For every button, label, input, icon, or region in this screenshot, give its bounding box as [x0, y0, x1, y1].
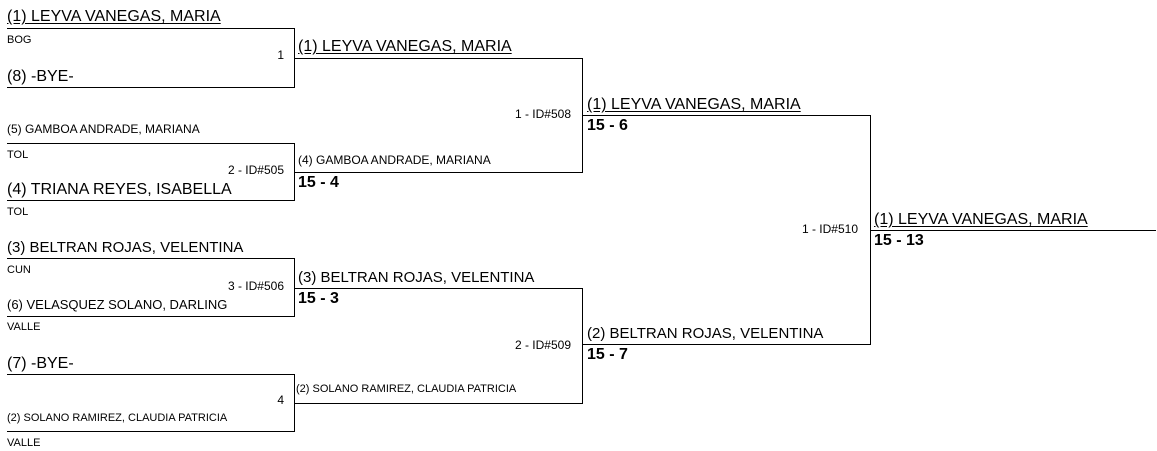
r1-entry-name: (6) VELASQUEZ SOLANO, DARLING: [7, 297, 228, 312]
r1-entry-club: TOL: [7, 149, 29, 161]
r1-entry-line: [7, 316, 294, 317]
champion-name: (1) LEYVA VANEGAS, MARIA: [874, 211, 1088, 228]
r1-entry-line: [7, 87, 294, 88]
r2-winner-name: (1) LEYVA VANEGAS, MARIA: [298, 38, 512, 55]
r2-winner-name: (3) BELTRAN ROJAS, VELENTINA: [298, 269, 535, 286]
r1-entry-club: TOL: [7, 206, 29, 218]
r1-entry-club: CUN: [7, 264, 31, 276]
r1-entry-name: (5) GAMBOA ANDRADE, MARIANA: [7, 122, 200, 136]
r1-entry-line: [7, 143, 294, 144]
r2-score: 15 - 3: [298, 290, 339, 307]
r3-score: 15 - 7: [587, 346, 628, 363]
r2-winner-line: [294, 403, 582, 404]
r1-entry-line: [7, 28, 294, 29]
r1-entry-club: BOG: [7, 34, 32, 46]
r1-entry-line: [7, 374, 294, 375]
r3-bout-label: 1 - ID#510: [801, 222, 858, 236]
r1-bout-label: 2 - ID#505: [227, 163, 284, 177]
r2-winner-line: [294, 58, 582, 59]
r2-winner-line: [294, 172, 582, 173]
r2-winner-name: (4) GAMBOA ANDRADE, MARIANA: [298, 153, 491, 167]
r1-entry-name: (1) LEYVA VANEGAS, MARIA: [7, 8, 221, 25]
champion-line: [870, 230, 1156, 231]
r2-bout-label: 1 - ID#508: [514, 107, 571, 121]
r1-entry-name: (3) BELTRAN ROJAS, VELENTINA: [7, 239, 244, 256]
r2-bracket-connector: [582, 288, 583, 404]
r1-bout-label: 1: [277, 48, 284, 62]
r3-winner-name: (2) BELTRAN ROJAS, VELENTINA: [587, 325, 824, 342]
r3-winner-line: [582, 115, 870, 116]
champion-score: 15 - 13: [874, 232, 924, 249]
r3-score: 15 - 6: [587, 117, 628, 134]
r1-entry-name: (7) -BYE-: [7, 355, 74, 372]
r3-winner-line: [582, 344, 870, 345]
r1-entry-club: VALLE: [7, 321, 41, 333]
r2-winner-line: [294, 288, 582, 289]
r2-winner-name: (2) SOLANO RAMIREZ, CLAUDIA PATRICIA: [296, 383, 517, 395]
r1-entry-line: [7, 431, 294, 432]
r1-entry-name: (8) -BYE-: [7, 68, 74, 85]
r1-bout-label: 4: [277, 393, 284, 407]
r2-score: 15 - 4: [298, 174, 339, 191]
r1-entry-name: (2) SOLANO RAMIREZ, CLAUDIA PATRICIA: [7, 412, 228, 424]
r3-winner-name: (1) LEYVA VANEGAS, MARIA: [587, 96, 801, 113]
r2-bout-label: 2 - ID#509: [514, 338, 571, 352]
r1-entry-name: (4) TRIANA REYES, ISABELLA: [7, 181, 232, 198]
r1-bout-label: 3 - ID#506: [227, 279, 284, 293]
r1-entry-line: [7, 200, 294, 201]
r1-entry-line: [7, 258, 294, 259]
r1-entry-club: VALLE: [7, 437, 41, 449]
